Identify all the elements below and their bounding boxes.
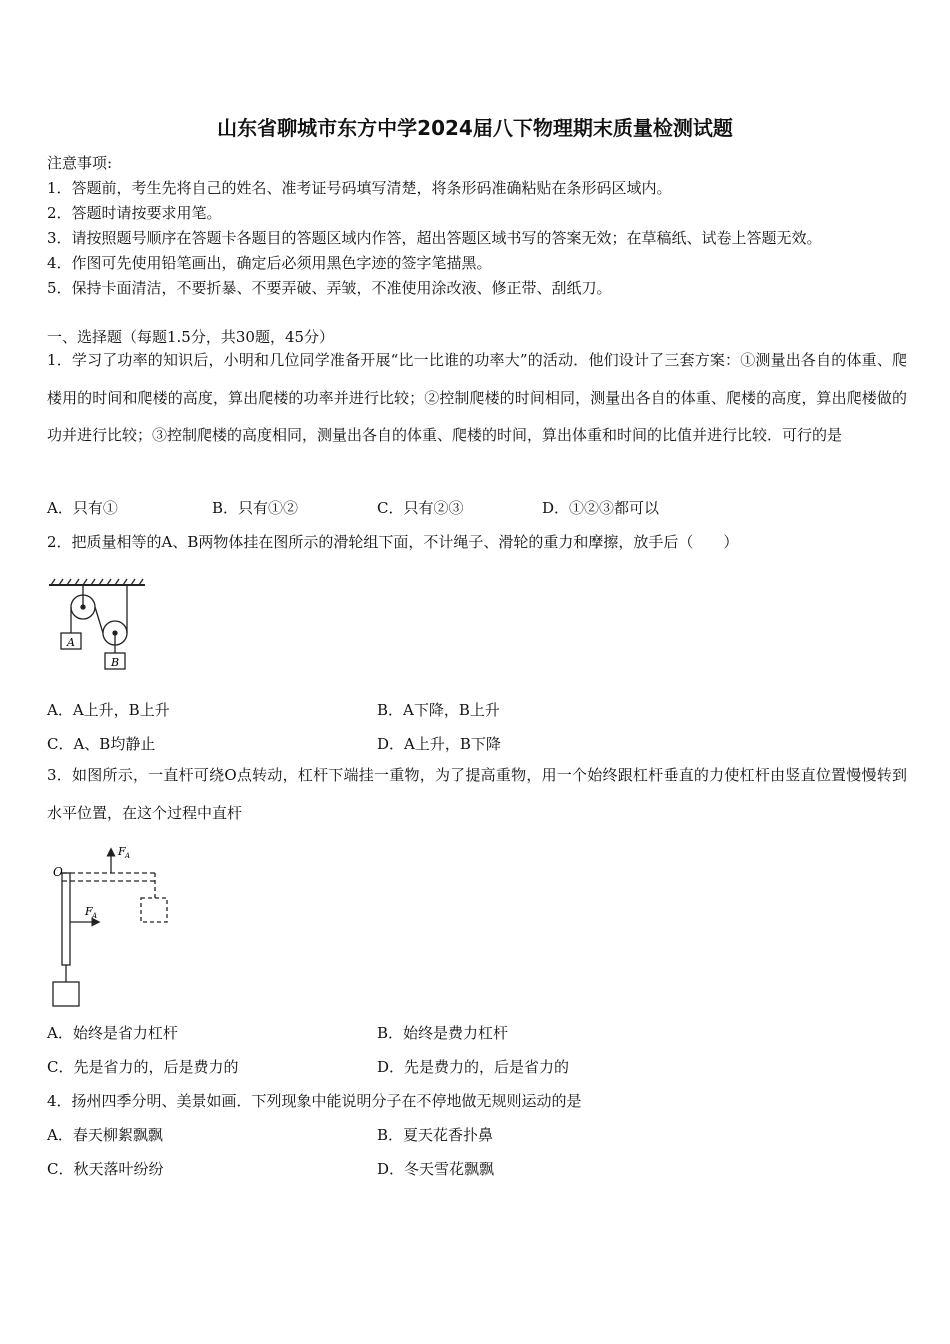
q3-option-d[interactable]: D．先是费力的，后是省力的 (377, 1058, 570, 1076)
q4-option-a[interactable]: A．春天柳絮飘飘 (47, 1126, 163, 1144)
q2-stem: 2．把质量相等的A、B两物体挂在图所示的滑轮组下面，不计绳子、滑轮的重力和摩擦，放手后（ ） (47, 533, 739, 551)
page-title: 山东省聊城市东方中学2024届八下物理期末质量检测试题 (217, 116, 733, 140)
svg-text:A: A (92, 912, 98, 920)
q2-option-a[interactable]: A．A上升，B上升 (47, 701, 170, 719)
q3-option-a[interactable]: A．始终是省力杠杆 (47, 1024, 178, 1042)
label-a: A (67, 636, 75, 649)
notice-item-4: 4．作图可先使用铅笔画出，确定后必须用黑色字迹的签字笔描黑。 (47, 254, 492, 272)
label-b: B (111, 656, 120, 669)
q1-option-a[interactable]: A．只有① (47, 499, 118, 517)
section-heading: 一、选择题（每题1.5分，共30题，45分） (47, 328, 335, 346)
q1-option-c[interactable]: C．只有②③ (377, 499, 464, 517)
notice-item-3: 3．请按照题号顺序在答题卡各题目的答题区域内作答，超出答题区域书写的答案无效；在草稿纸、试卷上答题无效。 (47, 229, 822, 247)
dashed-weight (141, 898, 167, 922)
q4-option-b[interactable]: B．夏天花香扑鼻 (377, 1126, 494, 1144)
q4-stem: 4．扬州四季分明、美景如画．下列现象中能说明分子在不停地做无规则运动的是 (47, 1092, 582, 1110)
q4-option-c[interactable]: C．秋天落叶纷纷 (47, 1160, 164, 1178)
weight-box (53, 982, 79, 1006)
notice-item-5: 5．保持卡面清洁，不要折暴、不要弄破、弄皱，不准使用涂改液、修正带、刮纸刀。 (47, 279, 612, 297)
label-f-side: F (85, 905, 93, 918)
q1-option-d[interactable]: D．①②③都可以 (542, 499, 660, 517)
label-o: O (53, 865, 63, 879)
lever-figure (45, 840, 185, 1012)
q1-stem: 1．学习了功率的知识后，小明和几位同学准备开展“比一比谁的功率大”的活动．他们设计了三套方案：①测量出各自的体重、爬楼用的时间和爬楼的高度，算出爬楼的功率并进行比较；②控制爬楼的时间相同，测量出各自的体重、爬楼的高度，算出爬楼做的功并进行比较；③控制爬楼的高度相同，测量出各自的体重、爬楼的时间，算出体重和时间的比值并进行比较．可行的是 (47, 351, 907, 444)
q3-option-b[interactable]: B．始终是费力杠杆 (377, 1024, 509, 1042)
q3-option-c[interactable]: C．先是省力的，后是费力的 (47, 1058, 239, 1076)
q3-stem: 3．如图所示，一直杆可绕O点转动，杠杆下端挂一重物，为了提高重物，用一个始终跟杠杆垂直的力使杠杆由竖直位置慢慢转到水平位置，在这个过程中直杆 (47, 766, 907, 822)
svg-text:A: A (125, 852, 131, 860)
q2-option-b[interactable]: B．A下降，B上升 (377, 701, 500, 719)
notice-heading: 注意事项: (47, 154, 113, 172)
pulley-figure (45, 575, 155, 675)
notice-item-1: 1．答题前，考生先将自己的姓名、准考证号码填写清楚，将条形码准确粘贴在条形码区域内。 (47, 179, 672, 197)
q1-option-b[interactable]: B．只有①② (212, 499, 299, 517)
q2-option-c[interactable]: C．A、B均静止 (47, 735, 156, 753)
notice-item-2: 2．答题时请按要求用笔。 (47, 204, 222, 222)
q2-option-d[interactable]: D．A上升，B下降 (377, 735, 501, 753)
vertical-rod (62, 873, 70, 965)
label-f-top: F (118, 845, 126, 858)
q4-option-d[interactable]: D．冬天雪花飘飘 (377, 1160, 495, 1178)
